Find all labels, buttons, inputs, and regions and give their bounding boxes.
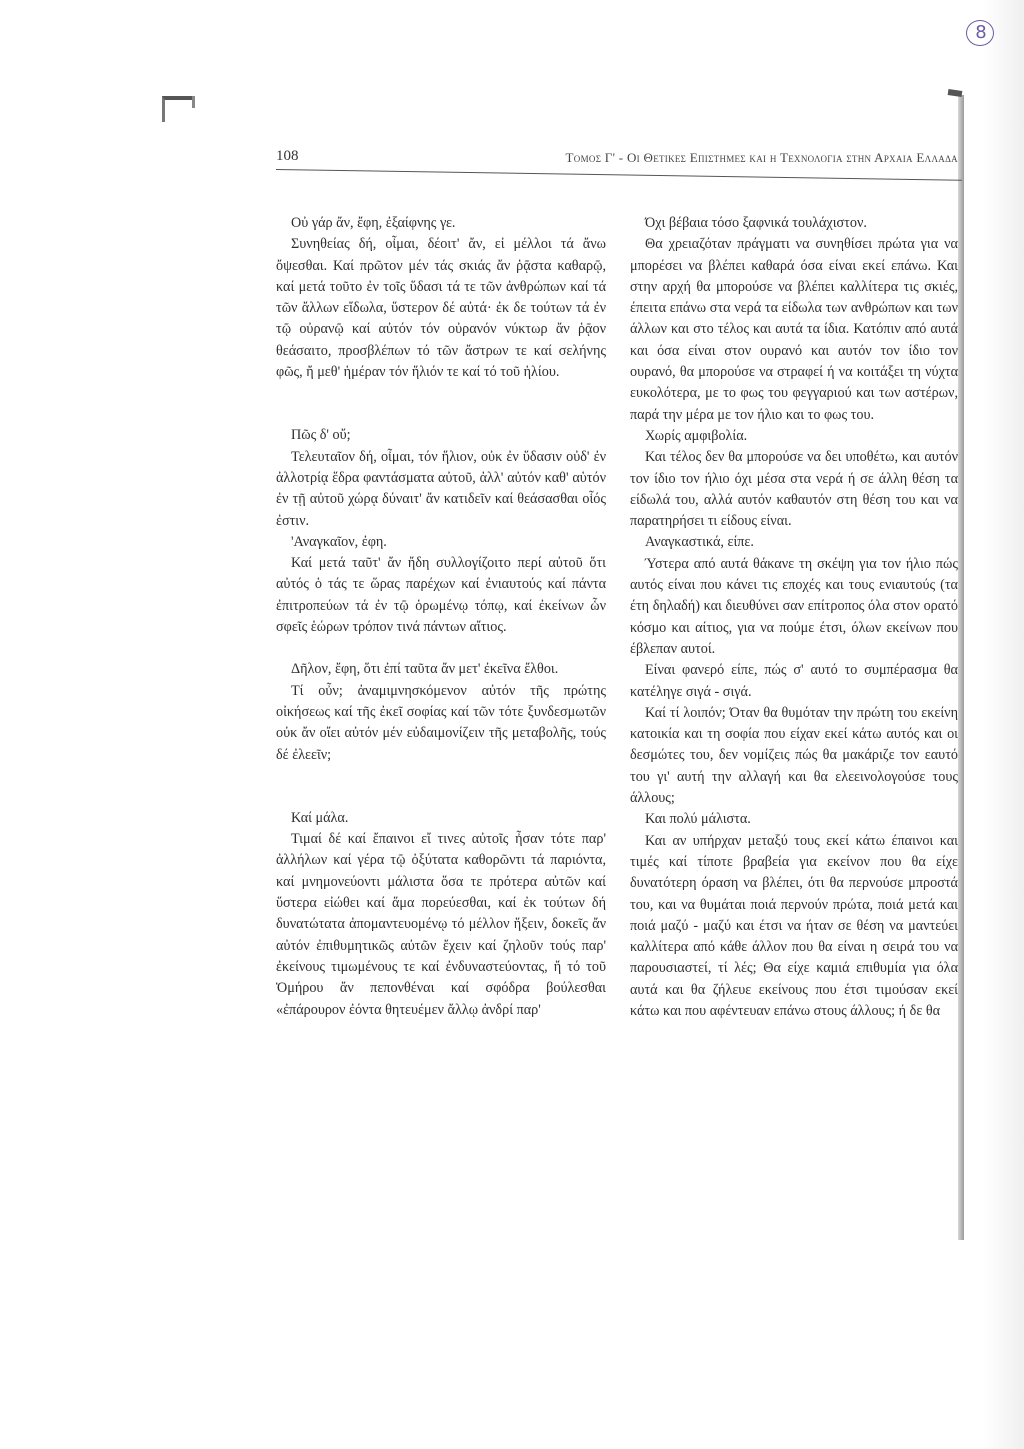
paragraph: 'Αναγκαῖον, ἐφη. xyxy=(291,533,387,550)
paragraph: Και αν υπήρχαν μεταξύ τους εκεί κάτω έπαινοι και τιμές καί τίποτε βραβεία για εκείνον που θα είχε δυνατότερη όραση να βλέπει, ότι θα περνούσε μπροστά του, και να θυμάται ποιά περνούν πρώτα, ποιά μετά και ποιά μαζύ - μαζύ και έτσι να ήταν σε θέση να μαντεύει καλλίτερα από κάθε άλλον που θα είναι η σειρά του να παρουσιαστεί, τί λές; Θα είχε καμιά επιθυμία για όλα αυτά και θα ζήλευε εκείνους που έτσι τιμούσαν εκεί κάτω και που αφέντευαν επάνω στους άλλους; ή δε θα xyxy=(630,832,958,1019)
paragraph: Ύστερα από αυτά θάκανε τη σκέψη για τον ήλιο πώς αυτός είναι που κάνει τις εποχές και τους ενιαυτούς (τα έτη δηλαδή) και διευθύνει σαν επίτροπος όλα στον ορατό κόσμο και αίτιος, για να πούμε έτσι, όλων εκείνων που έβλεπαν αυτοί. xyxy=(630,555,958,657)
paragraph: Και τέλος δεν θα μπορούσε να δει υποθέτω, και αυτόν τον ίδιο τον ήλιο όχι μέσα στα νερά ή σε άλλη θέση τα είδωλά του, αλλά αυτόν καθαυτόν στη θέση του και να παρατηρήσει τι είδους είναι. xyxy=(630,449,958,530)
handwritten-page-mark-text: 8 xyxy=(975,22,987,43)
paragraph: Καί μετά ταῦτ' ἄν ἤδη συλλογίζοιτο περί αὐτοῦ ὅτι αὐτός ὁ τάς τε ὥρας παρέχων καί ἐνιαυτούς καί πάντα ἐπιτροπεύων τά ἐν τῷ ὁρωμένῳ τόπῳ, καί ἐκείνων ὧν σφεῖς ἑώρων τρόπον τινά πάντων αἴτιος. xyxy=(276,555,606,636)
handwritten-page-mark xyxy=(966,20,996,46)
paragraph: Αναγκαστικά, είπε. xyxy=(645,534,754,551)
paragraph: Καί μάλα. xyxy=(291,809,349,826)
page-edge-shadow xyxy=(958,95,964,1240)
paragraph: Τιμαί δέ καί ἔπαινοι εἴ τινες αὐτοῖς ἦσαν τότε παρ' ἀλλήλων καί γέρα τῷ ὀξύτατα καθορῶντι τά παριόντα, καί μνημονεύοντι μάλιστα ὅσα τε πρότερα αὐτῶν καί ὕστερα εἰώθει καί ἅμα πορεύεσθαι, καί ἐκ τούτων δή δυνατώτατα ἀπομαντευομένῳ τό μέλλον ἥξειν, δοκεῖς ἄν αὐτόν ἐπιθυμητικῶς αὐτῶν ἔχειν καί ζηλοῦν τούς παρ' ἐκείνους τιμωμένους τε καί ἐνδυναστεύοντας, ἤ τό τοῦ Ὁμήρου ἄν πεπονθέναι καί σφόδρα βούλεσθαι «ἐπάρουρον ἐόντα θητευέμεν ἄλλῳ ἀνδρί παρ' xyxy=(276,831,606,1018)
paragraph: Θα χρειαζόταν πράγματι να συνηθίσει πρώτα για να μπορέσει να βλέπει καθαρά όσα είναι εκεί επάνω. Και στην αρχή θα μπορούσε να βλέπει καλλίτερα τις σκιές, έπειτα επάνω στα νερά τα είδωλα των ανθρώπων και των άλλων και στο τέλος και αυτά τα ίδια. Κατόπιν από αυτά και όσα είναι στον ουρανό και αυτόν τον ίδιο τον ουρανό, θα μπορούσε να στραφεί ή να κοιτάξει τη νύχτα ευκολότερα, με το φως του φεγγαριού και των αστέρων, παρά την μέρα με τον ήλιο και το φως του. xyxy=(630,236,958,423)
running-title: Τομος Γ' - Οι Θετικες Επιστημες και η Τεχνολογια στην Αρχαια Ελλαδα xyxy=(565,150,958,165)
paragraph: Συνηθείας δή, οἶμαι, δέοιτ' ἄν, εἰ μέλλοι τά ἄνω ὄψεσθαι. Καί πρῶτον μέν τάς σκιάς ἄν ῥᾷστα καθαρῷ, καί μετά τοῦτο ἐν τοῖς ὕδασι τά τε τῶν ἀνθρώπων καί τά τῶν ἄλλων εἴδωλα, ὕστερον δέ αὐτά· ἐκ δε τούτων τά ἐν τῷ οὐρανῷ καί αὐτόν τόν οὐρανόν νύκτωρ ἄν ῥᾷον θεάσαιτο, προσβλέπων τό τῶν ἄστρων τε καί σελήνης φῶς, ἤ μεθ' ἡμέραν τόν ἥλιόν τε καί τό τοῦ ἡλίου. xyxy=(276,236,606,381)
crop-mark xyxy=(162,96,195,122)
paragraph: Πῶς δ' οὔ; xyxy=(291,427,351,444)
circle-mark-icon xyxy=(966,20,994,46)
paragraph: Όχι βέβαια τόσο ξαφνικά τουλάχιστον. xyxy=(645,215,867,231)
page-number: 108 xyxy=(276,148,299,164)
paragraph: Τελευταῖον δή, οἶμαι, τόν ἥλιον, οὐκ ἐν ὕδασιν οὐδ' ἐν ἀλλοτρίᾳ ἕδρα φαντάσματα αὐτοῦ, ἀλλ' αὐτόν καθ' αὑτόν ἐν τῇ αὐτοῦ χώρᾳ δύναιτ' ἄν κατιδεῖν καί θεάσασθαι οἷός ἐστιν. xyxy=(276,448,606,529)
paragraph: Και πολύ μάλιστα. xyxy=(645,811,751,828)
ancient-greek-column xyxy=(276,213,606,1021)
paragraph: Τί οὖν; ἀναμιμνησκόμενον αὐτόν τῆς πρώτης οἰκήσεως καί τῆς ἐκεῖ σοφίας καί τῶν τότε ξυνδεσμωτῶν οὐκ ἄν οἴει αὐτόν μέν εὐδαιμονίζειν τῆς μεταβολῆς, τούς δέ ἐλεεῖν; xyxy=(276,682,606,763)
paragraph: Καί τί λοιπόν; Όταν θα θυμόταν την πρώτη του εκείνη κατοικία και τη σοφία που είχαν εκεί κάτω αυτός και οι δεσμώτες του, δεν νομίζεις πώς θα μακάριζε τον εαυτό του γι' αυτή την αλλαγή και θα ελεεινολογούσε τους άλλους; xyxy=(630,704,958,807)
crop-mark-tick xyxy=(192,96,195,108)
modern-greek-column xyxy=(630,213,958,1022)
running-header xyxy=(276,144,958,178)
paragraph: Δῆλον, ἔφη, ὅτι ἐπί ταῦτα ἄν μετ' ἐκεῖνα ἔλθοι. xyxy=(291,661,559,678)
paragraph: Είναι φανερό είπε, πώς σ' αυτό το συμπέρασμα θα κατέληγε σιγά - σιγά. xyxy=(630,662,958,700)
paragraph: Χωρίς αμφιβολία. xyxy=(645,427,748,444)
paragraph: Οὐ γάρ ἄν, ἔφη, ἐξαίφνης γε. xyxy=(291,215,456,231)
